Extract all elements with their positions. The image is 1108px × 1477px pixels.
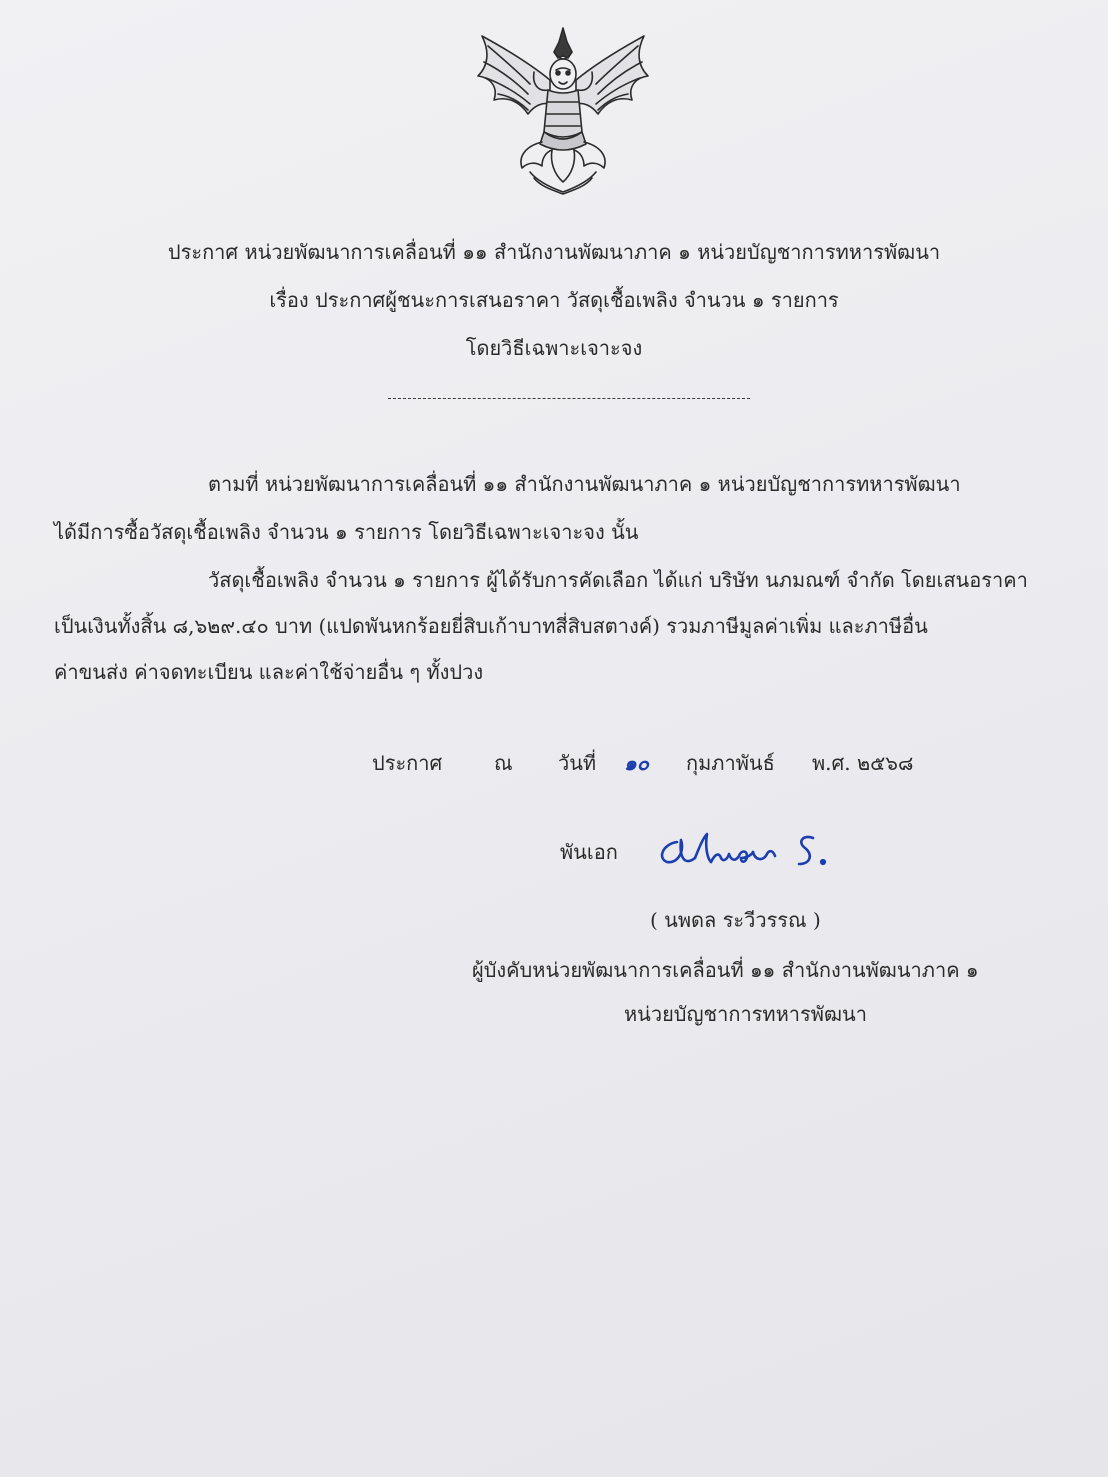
date-day-label: วันที่ [558, 751, 597, 775]
signer-position-line-1: ผู้บังคับหน่วยพัฒนาการเคลื่อนที่ ๑๑ สำนักงานพัฒนาภาค ๑ [472, 958, 979, 982]
signer-rank: พันเอก [560, 840, 618, 864]
paragraph-2-line-2: เป็นเงินทั้งสิ้น ๘,๖๒๙.๔๐ บาท (แปดพันหกร้อยยี่สิบเก้าบาทสี่สิบสตางค์) รวมภาษีมูลค่าเพิ่ม และภาษีอื่น [54, 614, 928, 638]
announcement-heading: ประกาศ หน่วยพัฒนาการเคลื่อนที่ ๑๑ สำนักงานพัฒนาภาค ๑ หน่วยบัญชาการทหารพัฒนา [167, 240, 941, 264]
signer-name: ( นพดล ระวีวรรณ ) [650, 908, 821, 932]
paragraph-1-line-1-text: ตามที่ หน่วยพัฒนาการเคลื่อนที่ ๑๑ สำนักงานพัฒนาภาค ๑ หน่วยบัญชาการทหารพัฒนา [208, 472, 961, 496]
date-at: ณ [494, 751, 513, 775]
date-month: กุมภาพันธ์ [686, 751, 775, 775]
date-day: ๑๐ [624, 751, 649, 775]
garuda-emblem-icon [468, 22, 658, 197]
announcement-date [372, 747, 932, 777]
paragraph-2-line-3: ค่าขนส่ง ค่าจดทะเบียน และค่าใช้จ่ายอื่น ๆ ทั้งปวง [54, 660, 484, 684]
signer-position-line-2: หน่วยบัญชาการทหารพัฒนา [624, 1002, 867, 1026]
procurement-method: โดยวิธีเฉพาะเจาะจง [465, 336, 643, 360]
date-year: พ.ศ. ๒๕๖๘ [812, 751, 914, 775]
paragraph-1-line-1 [208, 470, 1088, 498]
paragraph-1-line-2: ได้มีการซื้อวัสดุเชื้อเพลิง จำนวน ๑ รายการ โดยวิธีเฉพาะเจาะจง นั้น [54, 520, 639, 544]
announcement-subject: เรื่อง ประกาศผู้ชนะการเสนอราคา วัสดุเชื้อเพลิง จำนวน ๑ รายการ [269, 288, 839, 312]
handwritten-signature [655, 828, 835, 878]
header-divider [388, 398, 750, 399]
paragraph-2-line-1: วัสดุเชื้อเพลิง จำนวน ๑ รายการ ผู้ได้รับการคัดเลือก ได้แก่ บริษัท นภมณฑ์ จำกัด โดยเสนอราคา [208, 568, 1028, 592]
date-prefix: ประกาศ [372, 751, 443, 775]
